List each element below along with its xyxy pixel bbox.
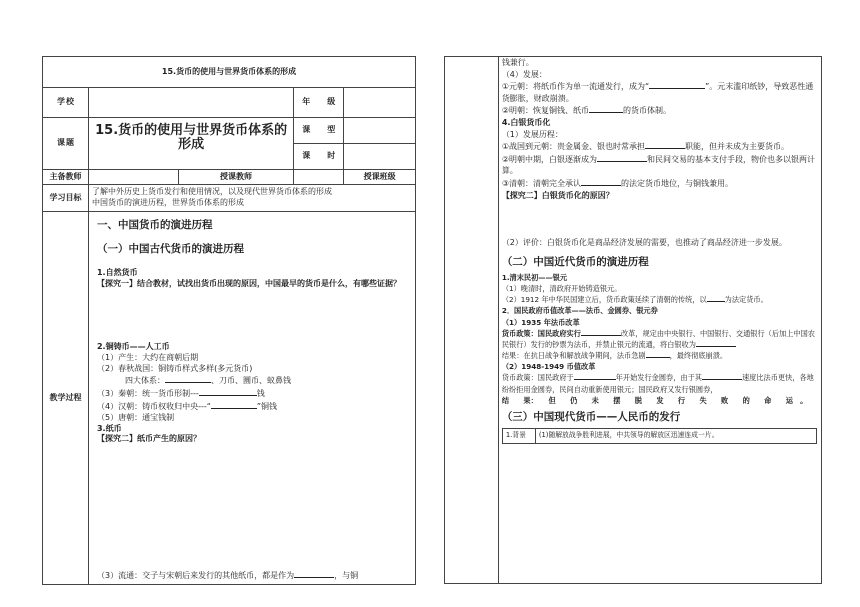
right-page (444, 56, 822, 584)
fill-blank[interactable] (597, 153, 647, 162)
text-line: 货币政策：国民政府于 年开始发行金圆券，由于其 速度比法币更快，各地纷纷拒用金圆券，民间自动重新使用银元；国民政府又发行银圆券， (501, 373, 814, 394)
fill-blank[interactable] (199, 387, 257, 396)
text-line: ②明朝中期，白银逐渐成为 和民间交易的基本支付手段，物价也多以银两计算。 (501, 154, 815, 176)
background-label: 1.背景 (503, 429, 536, 443)
background-text: (1)随解放战争胜利进展，中共领导的解放区迅速连成一片。 (538, 431, 719, 440)
fill-blank[interactable] (702, 372, 742, 380)
text-line: ①元朝：将纸币作为单一流通发行，成为“ ”。元末滥印纸钞，导致恶性通货膨胀，财政崩溃。 (501, 82, 814, 103)
goal-text (88, 185, 415, 212)
text-line: （4）发展： (501, 69, 547, 79)
item-heading: 2．国民政府币值改革——法币、金圆券、银元券 (501, 306, 658, 316)
text-line: 结果：在抗日战争和解放战争期间，法币急剧 ，最终彻底崩溃。 (501, 351, 728, 361)
item-heading: （2）1948-1949 币值改革 (501, 362, 596, 372)
subsection-heading: （二）中国近代货币的演进历程 (501, 255, 649, 268)
item-heading: （1）1935 年法币改革 (501, 317, 580, 327)
background-box (502, 428, 817, 444)
list-item: （3）流通：交子与宋朝后来发行的其他纸币，都是作为 ，与铜 (96, 571, 359, 581)
item-heading: 1.自然货币 (96, 268, 138, 278)
list-item: （2）春秋战国：铜铸币样式多样(多元货币) (96, 363, 253, 373)
text-line: ②明朝：恢复铜钱、纸币 的货币体制。 (501, 106, 671, 116)
subsection-heading: （一）中国古代货币的演进历程 (96, 243, 244, 256)
process-content (88, 212, 415, 585)
text-line: （1）发展历程： (501, 129, 563, 139)
text-line: ③清朝：清朝完全承认 的法定货币地位，与铜钱兼用。 (501, 178, 733, 188)
topic-value: 15.货币的使用与世界货币体系的形成 (88, 118, 293, 170)
item-heading: 3.纸币 (96, 423, 122, 433)
school-label: 学 校 (43, 88, 89, 118)
fill-blank[interactable] (581, 177, 621, 186)
text-line: 结 果： 但 仍 未 摆 脱 发 行 失 败 的 命 运 。 (501, 395, 808, 405)
subsection-heading: （三）中国现代货币——人民币的发行 (501, 410, 681, 423)
list-item: （4）汉朝：铸币权收归中央---“ ”铜钱 (96, 401, 278, 411)
lesson-title: 15.货币的使用与世界货币体系的形成 (43, 57, 416, 88)
fill-blank[interactable] (294, 569, 334, 578)
right-content (498, 57, 821, 584)
topic-label: 课 题 (43, 118, 89, 170)
fill-blank[interactable] (589, 104, 623, 113)
explore-question: 【探究二】纸币产生的原因？ (96, 434, 201, 444)
item-heading: 2.铜铸币——人工币 (96, 341, 170, 351)
teacher-value[interactable] (294, 170, 344, 185)
type-value[interactable] (344, 118, 416, 144)
text-line: （2）评价：白银货币化是商品经济发展的需要，也推动了商品经济进一步发展。 (501, 238, 787, 248)
goal-line: 中国货币的演进历程，世界货币体系的形成 (91, 198, 244, 207)
text-line: 钱兼行。 (501, 58, 534, 67)
section-heading: 一、中国货币的演进历程 (96, 219, 213, 231)
class-label: 授课班级 (344, 170, 416, 185)
fill-blank[interactable] (645, 140, 685, 149)
goal-label: 学习目标 (43, 185, 89, 212)
fill-blank[interactable] (707, 294, 725, 302)
modern-section (502, 272, 817, 406)
text-line: 货币政策：国民政府实行 改革，规定由中央银行、中国银行、交通银行（后加上中国农民银行）发行的钞票为法币，并禁止银元的流通，将白银收为 (501, 328, 815, 349)
teacher-label: 授课教师 (178, 170, 294, 185)
list-item: （5）唐朝：通宝钱制 (96, 412, 175, 422)
left-page (42, 56, 416, 584)
period-value[interactable] (344, 144, 416, 170)
lesson-plan-table (42, 56, 416, 585)
continuation-table (444, 56, 822, 584)
fill-blank[interactable] (649, 80, 705, 89)
fill-blank[interactable] (646, 350, 670, 358)
fill-blank[interactable] (574, 372, 616, 380)
item-heading: 4.白银货币化 (501, 117, 551, 127)
grade-label: 年 级 (294, 88, 344, 118)
main-teacher-label: 主备教师 (43, 170, 89, 185)
explore-question: 【探究二】白银货币化的原因？ (501, 190, 614, 200)
grade-value[interactable] (344, 88, 416, 118)
fill-blank[interactable] (165, 374, 211, 383)
text-line: （1）晚清时，清政府开始铸造银元。 (501, 284, 622, 294)
blank-column (445, 57, 499, 584)
item-heading: 1.清末民初——银元 (501, 272, 568, 282)
explore-question: 【探究一】结合教材，试找出货币出现的原因，中国最早的货币是什么，有哪些证据？ (96, 279, 401, 289)
fill-blank[interactable] (211, 400, 257, 409)
list-item: 四大体系： 、刀币、圜币、蚁鼻钱 (124, 376, 291, 386)
fill-blank[interactable] (696, 339, 736, 347)
type-label: 课 型 (294, 118, 344, 144)
list-item: （1）产生：大约在商朝后期 (96, 352, 199, 362)
main-teacher-value[interactable] (88, 170, 178, 185)
process-label: 教学过程 (43, 212, 89, 585)
goal-line: 了解中外历史上货币发行和使用情况，以及现代世界货币体系的形成 (91, 187, 332, 197)
text-line: ①战国到元朝：贵金属金、银也时常承担 职能，但并未成为主要货币。 (501, 142, 789, 152)
text-line: （2）1912 年中华民国建立后，货币政策延续了清朝的传统，以 为法定货币。 (501, 295, 768, 305)
school-value[interactable] (88, 88, 293, 118)
period-label: 课 时 (294, 144, 344, 170)
list-item: （3）秦朝：统一货币形制--- 钱 (96, 389, 265, 399)
fill-blank[interactable] (581, 328, 621, 336)
